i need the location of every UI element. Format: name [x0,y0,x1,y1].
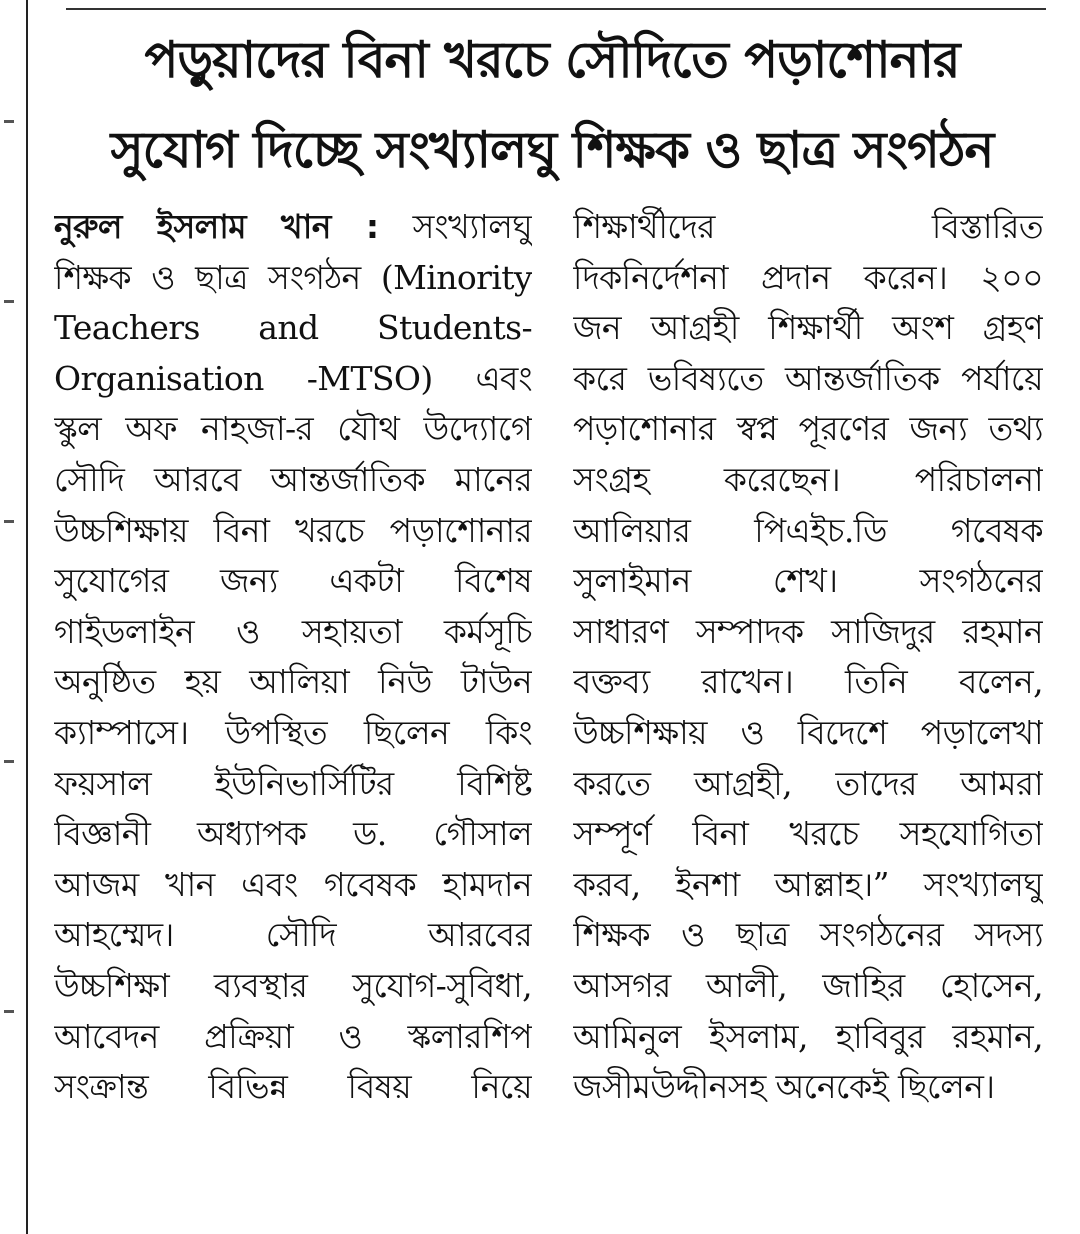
article-line: জন আগ্রহী শিক্ষার্থী অংশ গ্রহণ [573,308,1043,348]
article-line: বিজ্ঞানী অধ্যাপক ড. গৌসাল [54,814,532,854]
article-text: সংখ্যালঘু [378,207,532,246]
article-line [54,202,532,253]
headline-line-1: পড়ুয়াদের বিনা খরচে সৌদিতে পড়াশোনার [144,31,960,89]
article-line: আসগর আলী, জাহির হোসেন, [573,965,1043,1005]
article-line: শিক্ষক ও ছাত্র সংগঠনের সদস্য [573,915,1043,955]
article-line: শিক্ষার্থীদের বিস্তারিত [573,207,1043,246]
article-line: করব, ইনশা আল্লাহ।” সংখ্যালঘু [573,864,1043,904]
article-line: দিকনির্দেশনা প্রদান করেন। ২০০ [573,257,1043,297]
article-line: জসীমউদ্দীনসহ অনেকেই ছিলেন। [573,1067,995,1107]
gutter-mark [4,120,14,123]
article-line: স্কুল অফ নাহজা-র যৌথ উদ্যোগে [54,409,532,449]
gutter-mark [4,760,14,763]
article-line: আজম খান এবং গবেষক হামদান [54,864,532,904]
article-line: উচ্চশিক্ষা ব্যবস্থার সুযোগ-সুবিধা, [54,965,532,1005]
article-line: সম্পূর্ণ বিনা খরচে সহযোগিতা [573,814,1043,854]
article-line: সংক্রান্ত বিভিন্ন বিষয় নিয়ে [54,1067,532,1107]
article-line: Teachers and Students- [54,308,532,348]
article-line: Organisation -MTSO) এবং [54,358,532,398]
gutter-mark [4,1010,14,1013]
article-line: ক্যাম্পাসে। উপস্থিত ছিলেন কিং [54,712,532,752]
article-line: সংগ্রহ করেছেন। পরিচালনা [573,459,1043,499]
article-line: উচ্চশিক্ষায় বিনা খরচে পড়াশোনার [54,510,532,550]
article-line: করে ভবিষ্যতে আন্তর্জাতিক পর্যায়ে [573,358,1043,398]
article-line: আলিয়ার পিএইচ.ডি গবেষক [573,510,1043,550]
gutter-mark [4,300,14,303]
article-line: সাধারণ সম্পাদক সাজিদুর রহমান [573,611,1043,651]
article-line: সুযোগের জন্য একটা বিশেষ [54,561,532,601]
article-column-right [573,202,1043,1113]
article-line: আমিনুল ইসলাম, হাবিবুর রহমান, [573,1016,1043,1056]
article-line: করতে আগ্রহী, তাদের আমরা [573,763,1043,803]
top-rule [66,8,1046,10]
article-line: উচ্চশিক্ষায় ও বিদেশে পড়ালেখা [573,712,1043,752]
column-divider-left [26,0,28,1234]
article-line: আবেদন প্রক্রিয়া ও স্কলারশিপ [54,1016,532,1056]
article-line: আহম্মেদ। সৌদি আরবের [54,915,532,955]
article-line: শিক্ষক ও ছাত্র সংগঠন (Minority [54,257,532,297]
article-line: গাইডলাইন ও সহায়তা কর্মসূচি [54,611,532,651]
article-column-left [54,202,532,1113]
headline-line-2: সুযোগ দিচ্ছে সংখ্যালঘু শিক্ষক ও ছাত্র সংগঠন [110,121,994,179]
article-line: অনুষ্ঠিত হয় আলিয়া নিউ টাউন [54,662,532,702]
article-line: বক্তব্য রাখেন। তিনি বলেন, [573,662,1043,702]
byline: নুরুল ইসলাম খান : [54,207,379,246]
article-line: সৌদি আরবে আন্তর্জাতিক মানের [54,459,532,499]
gutter-mark [4,520,14,523]
article-line: ফয়সাল ইউনিভার্সিটির বিশিষ্ট [54,763,532,803]
article-line: সুলাইমান শেখ। সংগঠনের [573,561,1043,601]
article-line: পড়াশোনার স্বপ্ন পূরণের জন্য তথ্য [573,409,1043,449]
